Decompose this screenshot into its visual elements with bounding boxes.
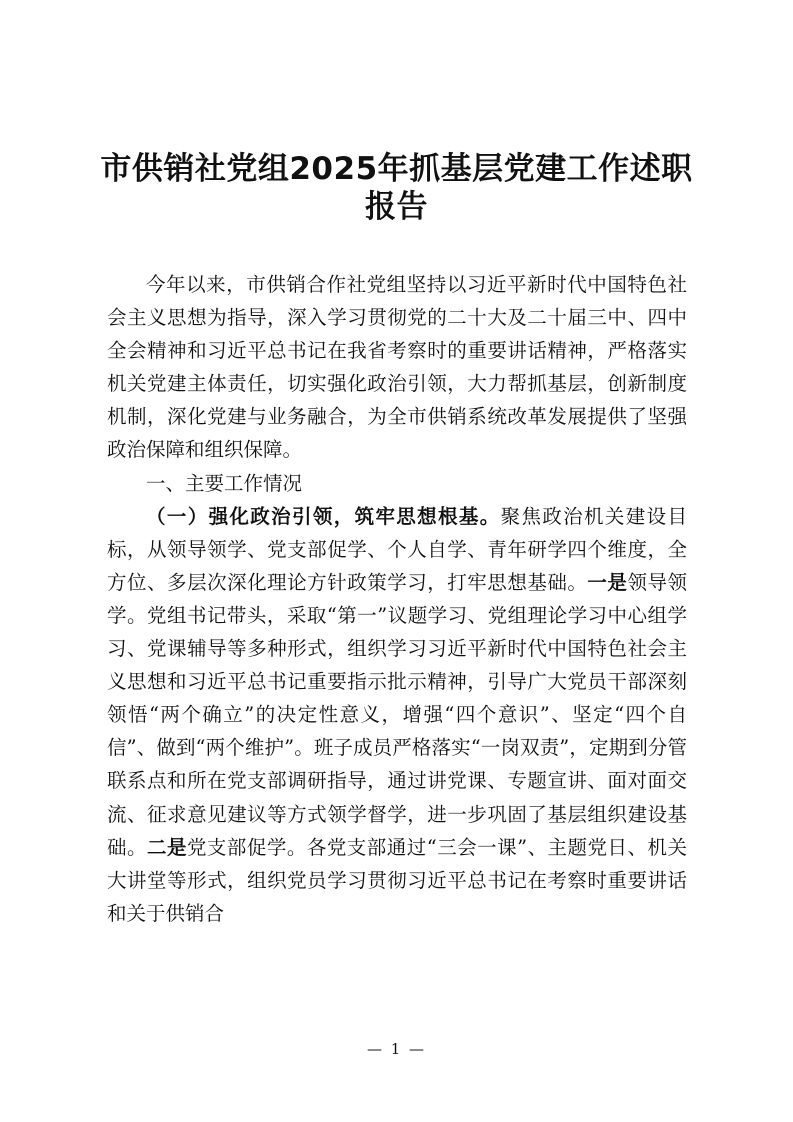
subsection-text: 聚焦政治机关建设目标，从领导领学、党支部促学、个人自学、青年研学四个维度，全方位、多层次深化理论方针政策学习，打牢思想基础。 <box>107 504 687 594</box>
document-body <box>107 268 687 930</box>
page-title: 市供销社党组2025年抓基层党建工作述职报告 <box>100 151 693 225</box>
point-1-label: 一是 <box>587 570 628 594</box>
section-heading: 一、主要工作情况 <box>146 471 303 495</box>
intro-paragraph: 今年以来，市供销合作社党组坚持以习近平新时代中国特色社会主义思想为指导，深入学习贯彻党的二十大及二十届三中、四中全会精神和习近平总书记在我省考察时的重要讲话精神，严格落实机关党建主体责任，切实强化政治引领，大力帮抓基层，创新制度机制，深化党建与业务融合，为全市供销系统改革发展提供了坚强政治保障和组织保障。 <box>107 273 687 462</box>
point-2-text: 党支部促学。各党支部通过“三会一课”、主题党日、机关大讲堂等形式，组织党员学习贯彻习近平总书记在考察时重要讲话和关于供销合 <box>107 835 687 925</box>
subsection-paragraph <box>107 500 687 930</box>
point-1-text: 领导领学。党组书记带头，采取“第一”议题学习、党组理论学习中心组学习、党课辅导等多种形式，组织学习习近平新时代中国特色社会主义思想和习近平总书记重要指示批示精神，引导广大党员干部深刻领悟“两个确立”的决定性意义，增强“四个意识”、坚定“四个自信”、做到“两个维护”。班子成员严格落实“一岗双责”，定期到分管联系点和所在党支部调研指导，通过讲党课、专题宣讲、面对面交流、征求意见建议等方式领学督学，进一步巩固了基层组织建设基础。 <box>107 570 687 859</box>
point-2-label: 二是 <box>146 835 187 859</box>
subsection-heading: （一）强化政治引领，筑牢思想根基。 <box>146 504 501 528</box>
page-number: — 1 — <box>366 1040 427 1058</box>
